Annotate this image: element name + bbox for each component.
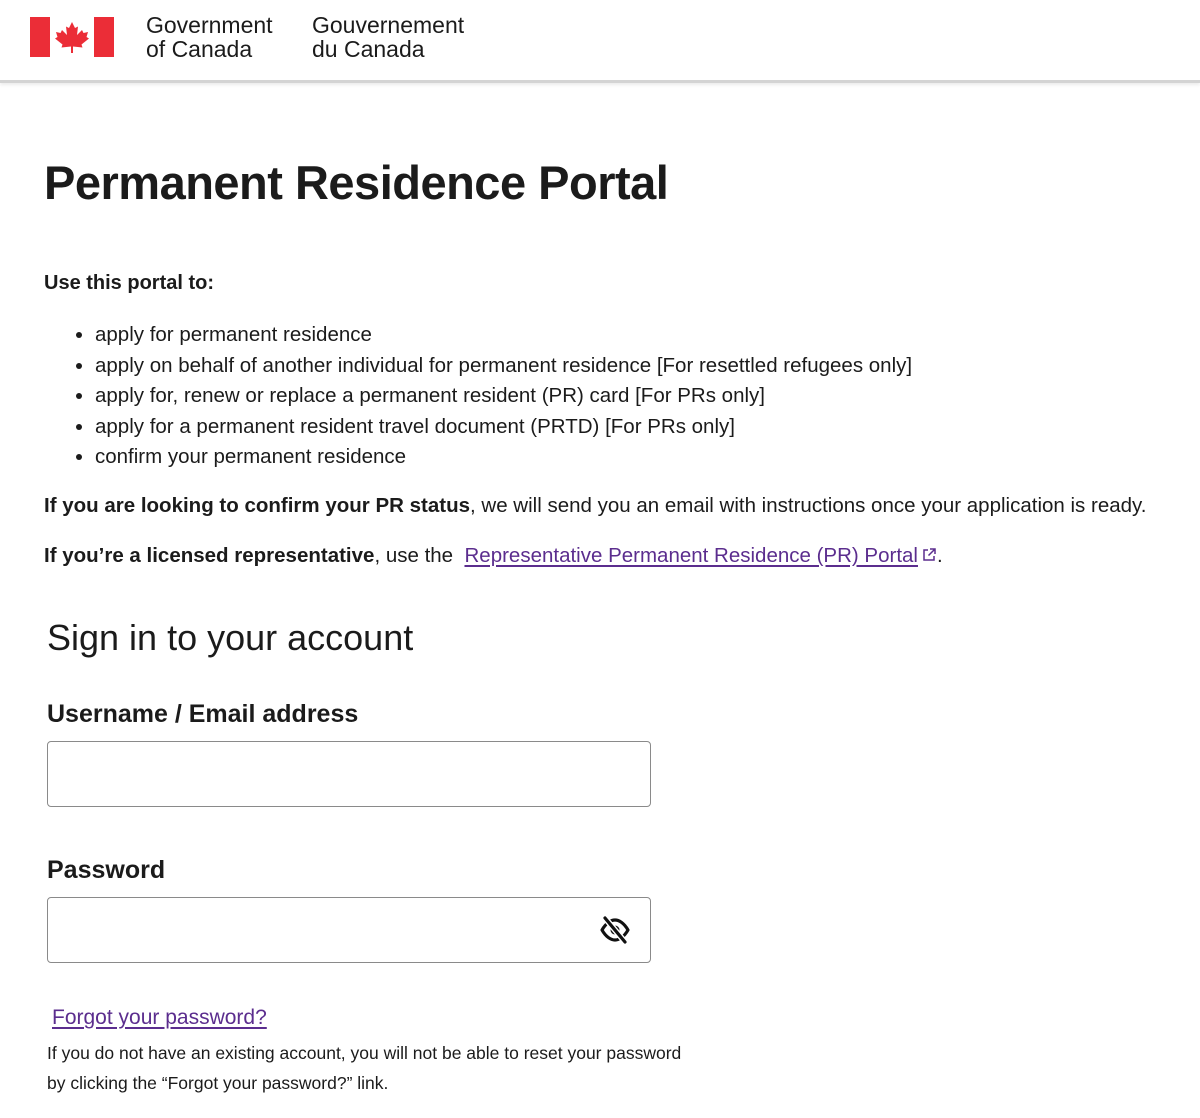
username-input[interactable] [47, 741, 651, 807]
signature-fr-line1: Gouvernement [312, 12, 465, 38]
confirm-pr-paragraph [44, 494, 1146, 518]
canada-flag-icon [30, 17, 114, 57]
external-link-icon [921, 547, 937, 563]
confirm-pr-bold: If you are looking to confirm your PR status [44, 494, 470, 517]
note-line-1: If you do not have an existing account, you will not be able to reset your password [47, 1043, 682, 1063]
portal-intro: Use this portal to: [44, 272, 215, 294]
page-title: Permanent Residence Portal [44, 156, 669, 209]
forgot-password-link[interactable]: Forgot your password? [52, 1006, 267, 1029]
list-item: • apply for a permanent resident travel document (PRTD) [For PRs only] [95, 412, 912, 443]
signature-en-line2: of Canada [146, 36, 253, 62]
list-item: • confirm your permanent residence [95, 442, 912, 473]
list-item: • apply for, renew or replace a permanent resident (PR) card [For PRs only] [95, 381, 912, 412]
username-label: Username / Email address [47, 700, 359, 728]
show-password-button[interactable] [598, 914, 632, 946]
representative-text: , use the [374, 544, 454, 567]
site-header [0, 0, 1200, 83]
eye-slash-icon [598, 914, 632, 946]
list-item: • apply for permanent residence [95, 320, 912, 351]
signin-heading: Sign in to your account [47, 617, 414, 658]
list-item: • apply on behalf of another individual for permanent residence [For resettled refugees only] [95, 351, 912, 382]
representative-portal-link-label: Representative Permanent Residence (PR) Portal [464, 544, 918, 567]
representative-end: . [936, 544, 943, 567]
representative-portal-link[interactable] [464, 544, 937, 567]
forgot-password-note [47, 1038, 767, 1098]
portal-uses-list [44, 320, 912, 473]
representative-bold: If you’re a licensed representative [44, 544, 375, 567]
note-line-2: by clicking the “Forgot your password?” link. [47, 1073, 389, 1093]
signature-en-line1: Government [146, 12, 273, 38]
password-label: Password [47, 856, 166, 884]
signature-french[interactable] [312, 13, 464, 61]
confirm-pr-text: , we will send you an email with instructions once your application is ready. [470, 494, 1147, 517]
representative-paragraph [44, 544, 943, 568]
signature-fr-line2: du Canada [312, 36, 425, 62]
password-input[interactable] [47, 897, 651, 963]
signature-english[interactable] [146, 13, 273, 61]
